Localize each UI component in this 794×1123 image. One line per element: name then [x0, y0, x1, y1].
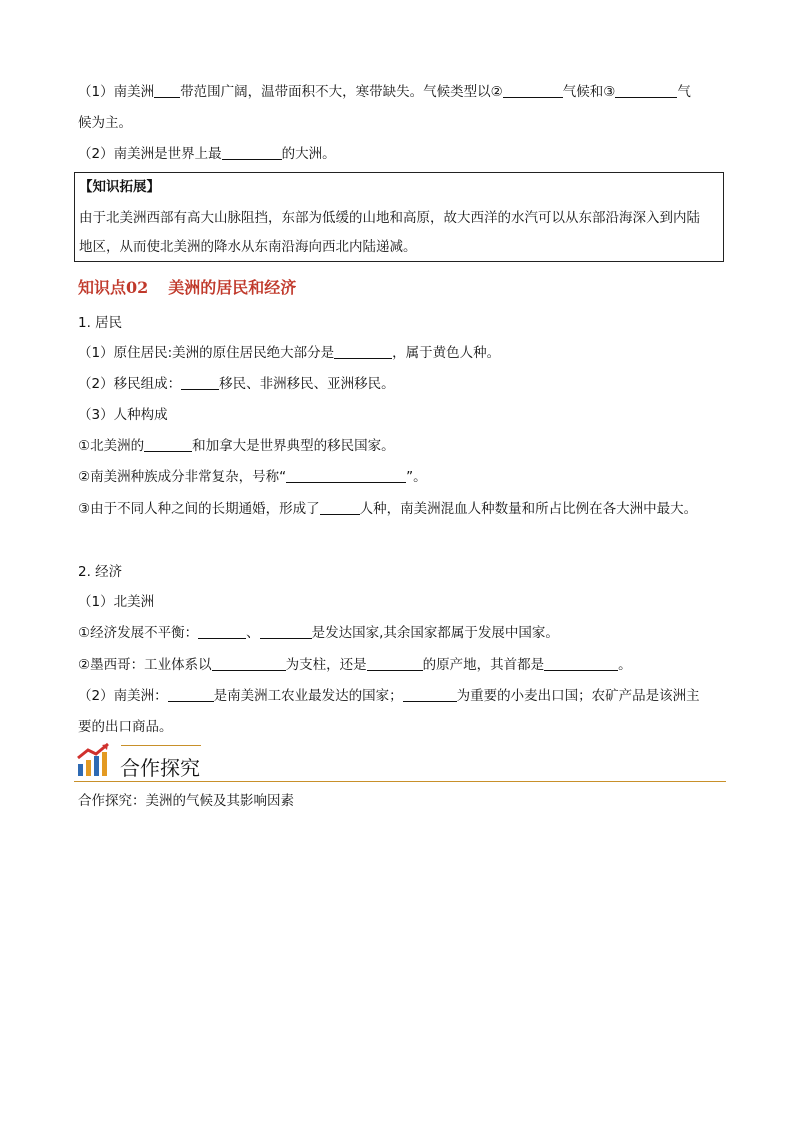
section-rule-top: [121, 745, 201, 746]
text: 是南美洲工农业最发达的国家；: [213, 688, 403, 704]
text: 为重要的小麦出口国；农矿产品是该洲主: [456, 688, 700, 704]
text: 气候和③: [562, 84, 616, 100]
text: 、: [246, 625, 260, 641]
blank: [154, 83, 180, 98]
text: 的原产地，其首都是: [422, 657, 545, 673]
blank: [503, 83, 563, 98]
text: ③由于不同人种之间的长期通婚，形成了: [78, 501, 320, 517]
section-rule: [74, 781, 726, 782]
text-line: [78, 374, 395, 394]
text: 。: [618, 657, 632, 673]
box-title: 【知识拓展】: [79, 179, 160, 195]
text-line: [78, 467, 427, 487]
text-line: [78, 343, 500, 363]
blank: [615, 83, 677, 98]
section-heading: [78, 275, 296, 298]
text-line: [78, 623, 559, 643]
text: ，属于黄色人种。: [392, 345, 501, 361]
text-line: [78, 499, 697, 519]
heading-number: 知识点02: [78, 278, 149, 297]
text: （1）原住居民:美洲的原住居民绝大部分是: [78, 345, 335, 361]
text: 是发达国家,其余国家都属于发展中国家。: [311, 625, 559, 641]
section-subtitle: 合作探究：美洲的气候及其影响因素: [78, 793, 294, 809]
blank: [544, 656, 618, 671]
text: 的大洲。: [281, 146, 336, 162]
section-title: 合作探究: [120, 756, 200, 780]
text-line: [78, 144, 336, 164]
text: 为支柱，还是: [285, 657, 367, 673]
knowledge-extension-box: [74, 172, 724, 262]
text: ①北美洲的: [78, 438, 145, 454]
text-line: [78, 82, 691, 102]
blank: [403, 687, 457, 702]
text-line: 候为主。: [78, 115, 132, 131]
text: （2）南美洲是世界上最: [78, 146, 222, 162]
box-line: 由于北美洲西部有高大山脉阻挡，东部为低缓的山地和高原，故大西洋的水汽可以从东部沿海深入到内陆: [79, 210, 700, 226]
text-line: [78, 436, 395, 456]
text-line: 要的出口商品。: [78, 719, 173, 735]
blank: [181, 375, 219, 390]
text-line: [78, 655, 632, 675]
blank: [144, 437, 192, 452]
text: 气: [677, 84, 691, 100]
text: 人种，南美洲混血人种数量和所占比例在各大洲中最大。: [359, 501, 698, 517]
text-line: （1）北美洲: [78, 594, 155, 610]
blank: [334, 344, 392, 359]
subheading: 2. 经济: [78, 564, 123, 580]
blank: [212, 656, 286, 671]
text-line: [78, 686, 700, 706]
text: 移民、非洲移民、亚洲移民。: [219, 376, 395, 392]
blank: [367, 656, 423, 671]
blank: [222, 145, 282, 160]
blank: [320, 500, 360, 515]
blank: [286, 468, 406, 483]
text-line: （3）人种构成: [78, 407, 168, 423]
text: 带范围广阔，温带面积不大，寒带缺失。气候类型以②: [180, 84, 503, 100]
text: 和加拿大是世界典型的移民国家。: [192, 438, 395, 454]
chart-logo-icon: [76, 742, 112, 778]
text: ②南美洲种族成分非常复杂，号称“: [78, 469, 287, 485]
text: （2）南美洲：: [78, 688, 168, 704]
text: ”。: [406, 469, 427, 485]
blank: [260, 624, 312, 639]
text: （1）南美洲: [78, 84, 155, 100]
blank: [168, 687, 214, 702]
text: ②墨西哥：工业体系以: [78, 657, 212, 673]
text: （2）移民组成：: [78, 376, 182, 392]
text: ①经济发展不平衡：: [78, 625, 199, 641]
heading-title: 美洲的居民和经济: [168, 278, 297, 297]
subheading: 1. 居民: [78, 315, 123, 331]
box-line: 地区，从而使北美洲的降水从东南沿海向西北内陆递减。: [79, 239, 417, 255]
blank: [198, 624, 246, 639]
